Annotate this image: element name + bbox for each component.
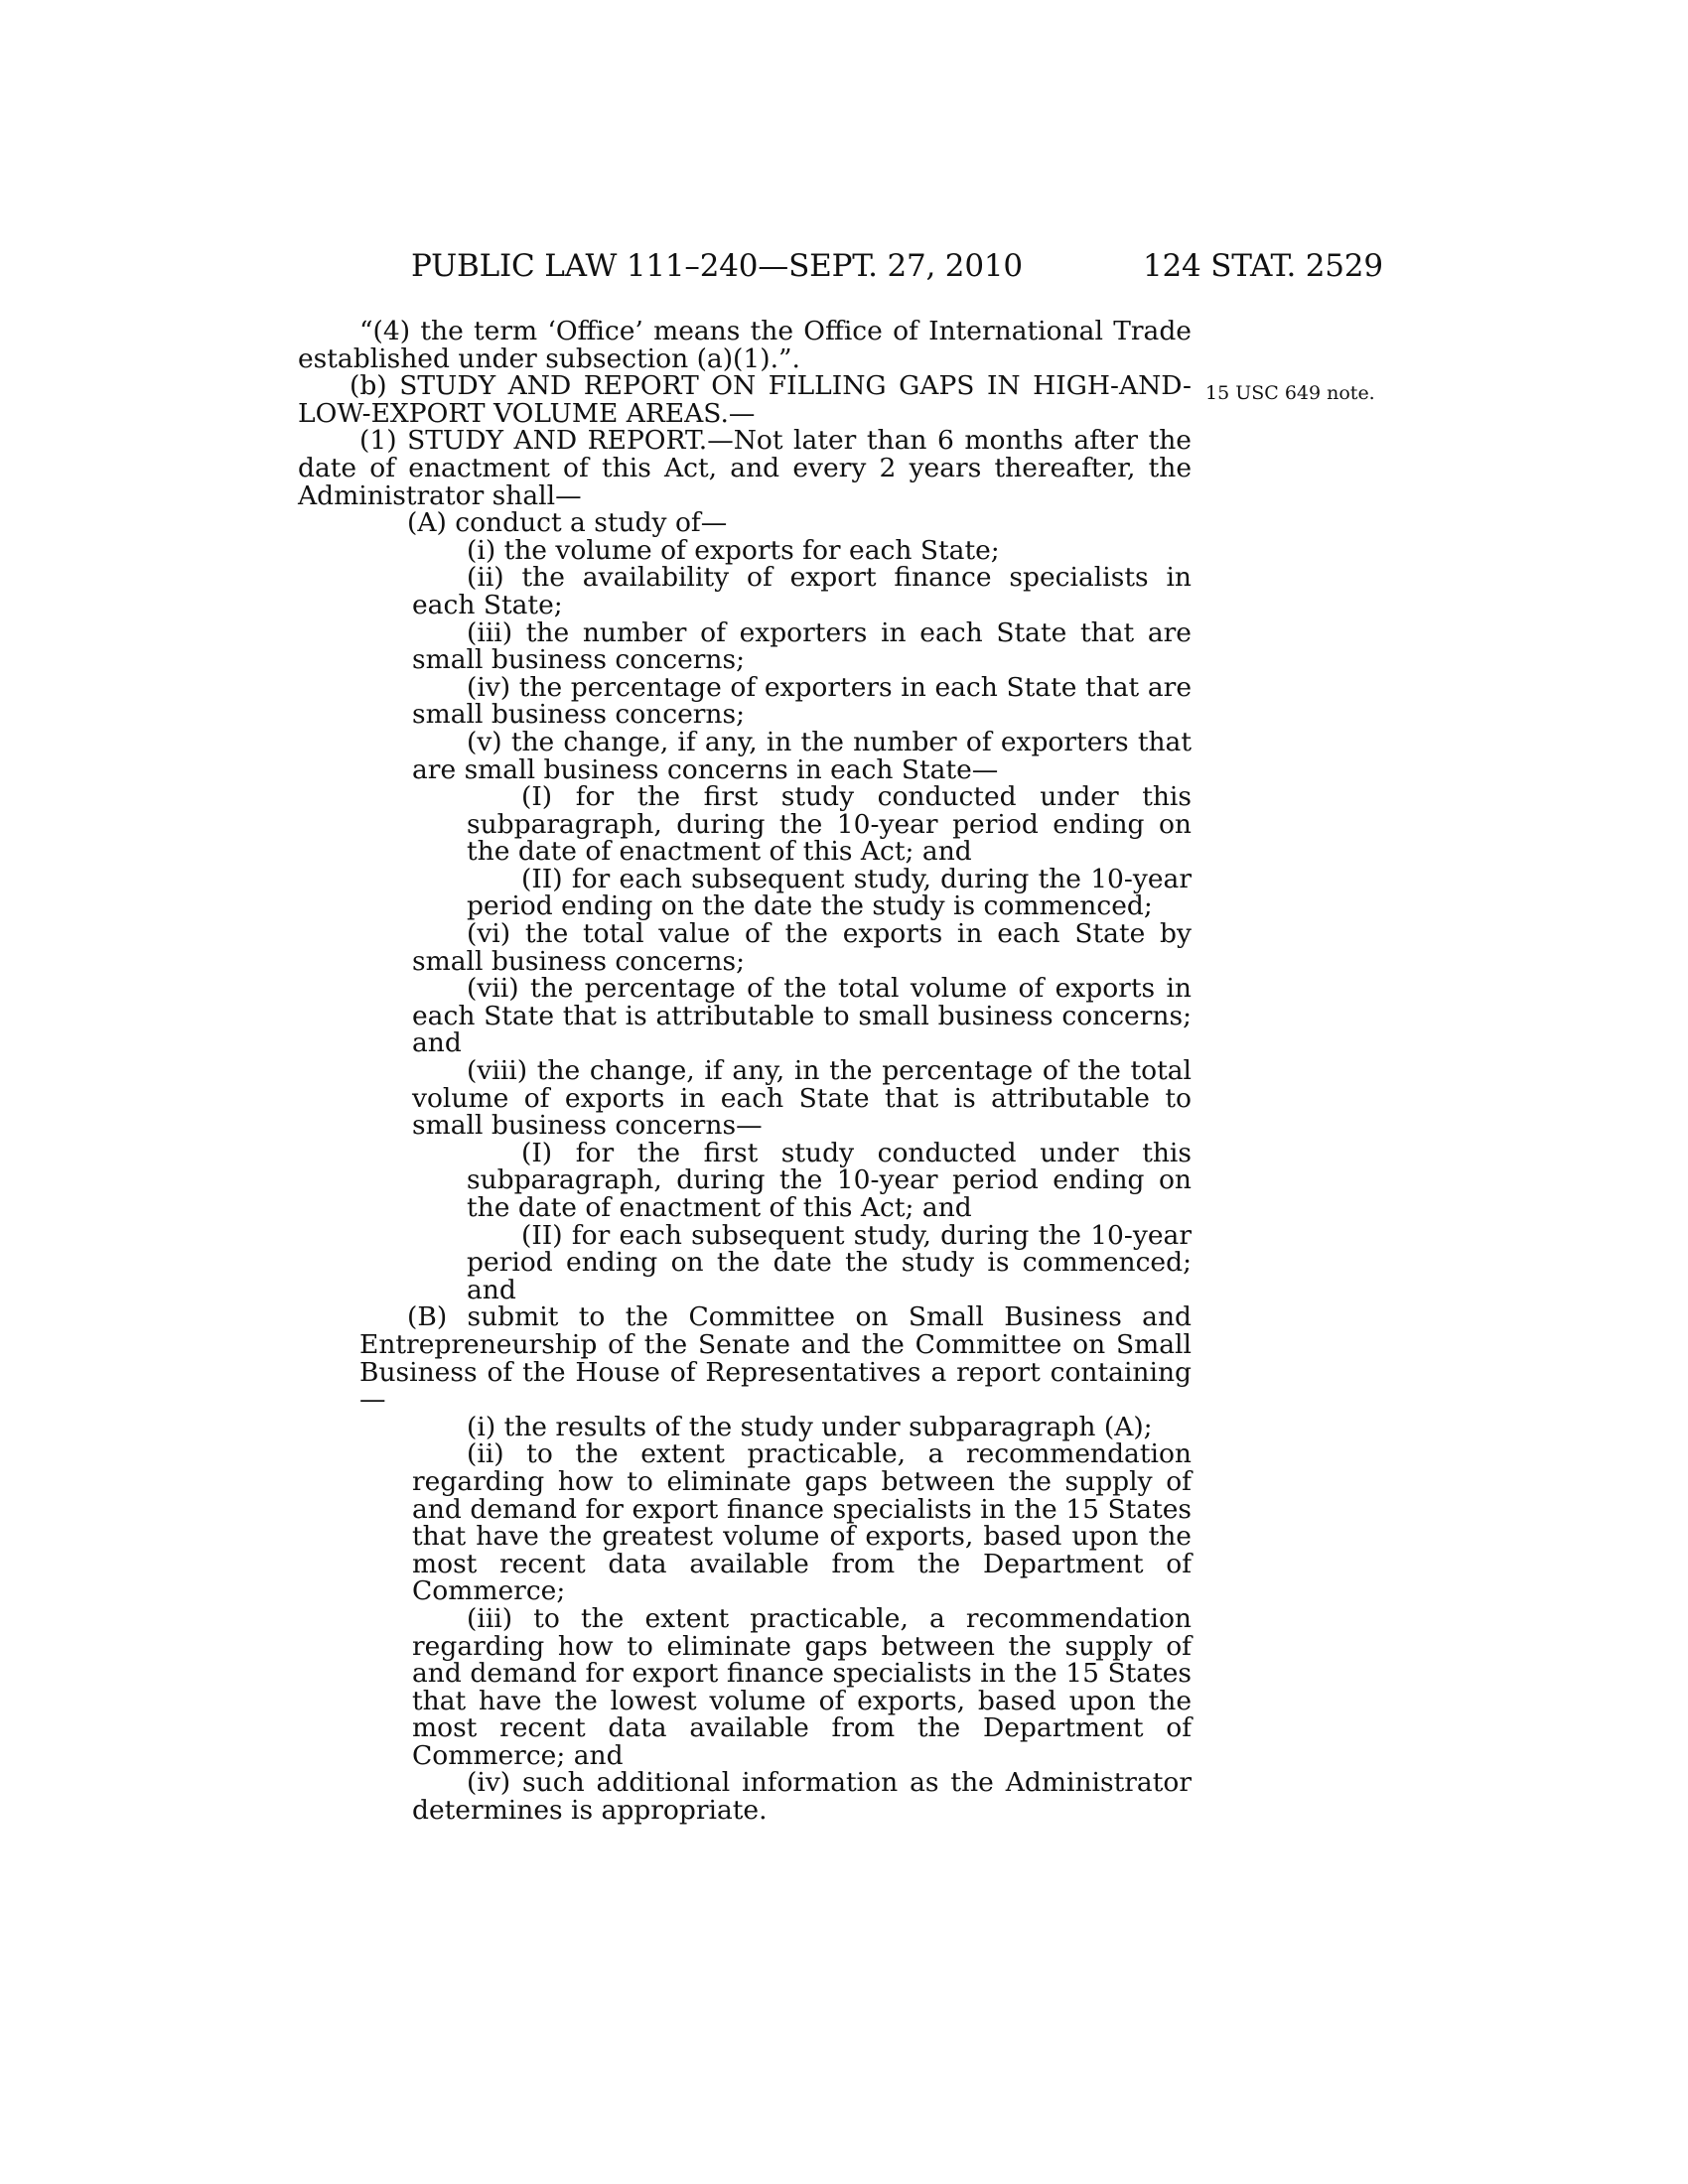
paragraph-1-text: —Not later than 6 months after the date of enactment of this Act, and every 2 years thereafter, the Administrator shall— bbox=[298, 425, 1192, 511]
clause-A-v: (v) the change, if any, in the number of exporters that are small business concerns in each State— bbox=[412, 726, 1192, 785]
clause-A-iii: (iii) the number of exporters in each State that are small business concerns; bbox=[412, 616, 1192, 676]
page-header-stat: 124 STAT. 2529 bbox=[1143, 248, 1383, 284]
clause-A-viii-II: (II) for each subsequent study, during the 10-year period ending on the date the study is commenced; and bbox=[467, 1219, 1192, 1305]
clause-A-vii: (vii) the percentage of the total volume of exports in each State that is attributable to small business concerns; and bbox=[412, 973, 1192, 1059]
clause-A-viii-I: (I) for the first study conducted under this subparagraph, during the 10-year period ending on the date of enactment of this Act; and bbox=[467, 1137, 1192, 1223]
clause-A-iv: (iv) the percentage of exporters in each State that are small business concerns; bbox=[412, 671, 1192, 731]
clause-A-v-I: (I) for the first study conducted under this subparagraph, during the 10-year period ending on the date of enactment of this Act; and bbox=[467, 781, 1192, 868]
statute-body bbox=[298, 318, 1192, 1825]
subsection-b-heading bbox=[298, 372, 1192, 427]
clause-B-iii: (iii) to the extent practicable, a recommendation regarding how to eliminate gaps between the supply of and demand for export finance specialists in the 15 States that have the lowest volume of exports, based upon the most recent data available from the Department of Commerce; and bbox=[412, 1602, 1192, 1771]
paragraph-office-definition: “(4) the term ‘Office’ means the Office of International Trade established under subsection (a)(1).”. bbox=[298, 316, 1192, 374]
clause-A-v-II: (II) for each subsequent study, during the 10-year period ending on the date the study is commenced; bbox=[467, 863, 1192, 922]
subsection-b-title: STUDY AND REPORT ON FILLING GAPS IN HIGH-AND-LOW-EXPORT VOLUME AREAS.— bbox=[298, 370, 1192, 429]
clause-A-viii: (viii) the change, if any, in the percentage of the total volume of exports in each State that is attributable to small business concerns— bbox=[412, 1055, 1192, 1142]
margin-citation-note: 15 USC 649 note. bbox=[1205, 382, 1375, 404]
clause-B: (B) submit to the Committee on Small Business and Entrepreneurship of the Senate and the Committee on Small Business of the House of Representatives a report containing— bbox=[359, 1301, 1192, 1416]
clause-A-vi: (vi) the total value of the exports in each State by small business concerns; bbox=[412, 918, 1192, 977]
clause-B-i: (i) the results of the study under subparagraph (A); bbox=[467, 1411, 1153, 1442]
page-header-title: PUBLIC LAW 111–240—SEPT. 27, 2010 bbox=[411, 248, 1023, 284]
paragraph-1-title: STUDY AND REPORT. bbox=[407, 425, 708, 457]
subsection-b-label: (b) bbox=[350, 370, 400, 402]
clause-B-iv: (iv) such additional information as the Administrator determines is appropriate. bbox=[412, 1767, 1192, 1827]
clause-A-ii: (ii) the availability of export finance specialists in each State; bbox=[412, 562, 1192, 620]
clause-A-i: (i) the volume of exports for each State; bbox=[467, 534, 1000, 566]
clause-B-ii: (ii) to the extent practicable, a recommendation regarding how to eliminate gaps between the supply of and demand for export finance specialists in the 15 States that have the greatest volume of exports, based upon the most recent data available from the Department of Commerce; bbox=[412, 1438, 1192, 1607]
clause-A: (A) conduct a study of— bbox=[407, 507, 728, 539]
paragraph-1-study-and-report bbox=[298, 427, 1192, 509]
paragraph-1-label: (1) bbox=[359, 425, 408, 457]
